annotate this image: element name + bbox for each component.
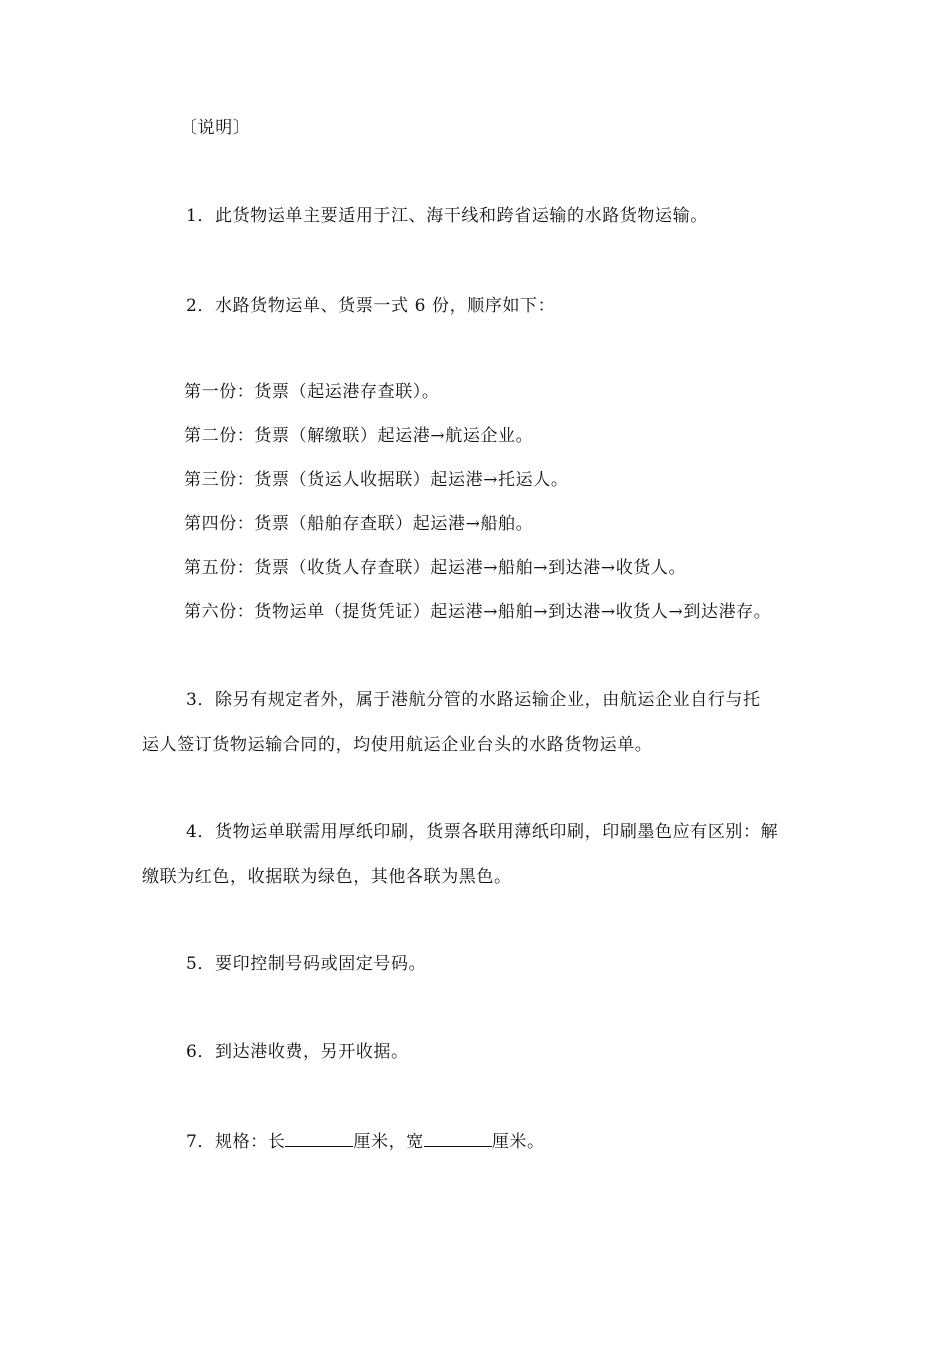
- copy-2: 第二份：货票（解缴联）起运港→航运企业。: [184, 426, 534, 446]
- item-7-suffix: 厘米。: [491, 1132, 545, 1152]
- title: 〔说明〕: [180, 118, 251, 138]
- item-7: [186, 1128, 545, 1154]
- item-4-line-2: 缴联为红色，收据联为绿色，其他各联为黑色。: [142, 867, 512, 887]
- item-6: 6．到达港收费，另开收据。: [186, 1042, 409, 1062]
- copy-6: 第六份：货物运单（提货凭证）起运港→船舶→到达港→收货人→到达港存。: [184, 602, 772, 622]
- copy-5: 第五份：货票（收货人存查联）起运港→船舶→到达港→收货人。: [184, 558, 687, 578]
- copy-1: 第一份：货票（起运港存查联）。: [184, 382, 440, 402]
- item-7-mid: 厘米，宽: [353, 1132, 424, 1152]
- item-7-prefix: 7．规格：长: [186, 1132, 286, 1152]
- item-3-line-1: 3．除另有规定者外，属于港航分管的水路运输企业，由航运企业自行与托: [186, 690, 761, 710]
- copy-3: 第三份：货票（货运人收据联）起运港→托运人。: [184, 470, 569, 490]
- item-5: 5．要印控制号码或固定号码。: [186, 954, 427, 974]
- copy-4: 第四份：货票（船舶存查联）起运港→船舶。: [184, 514, 534, 534]
- width-blank: [424, 1128, 492, 1147]
- item-1: 1．此货物运单主要适用于江、海干线和跨省运输的水路货物运输。: [186, 206, 708, 226]
- item-2: 2．水路货物运单、货票一式 6 份，顺序如下：: [186, 296, 556, 316]
- length-blank: [285, 1128, 353, 1147]
- item-4-line-1: 4．货物运单联需用厚纸印刷，货票各联用薄纸印刷，印刷墨色应有区别：解: [186, 822, 779, 842]
- item-3-line-2: 运人签订货物运输合同的，均使用航运企业台头的水路货物运单。: [142, 735, 653, 755]
